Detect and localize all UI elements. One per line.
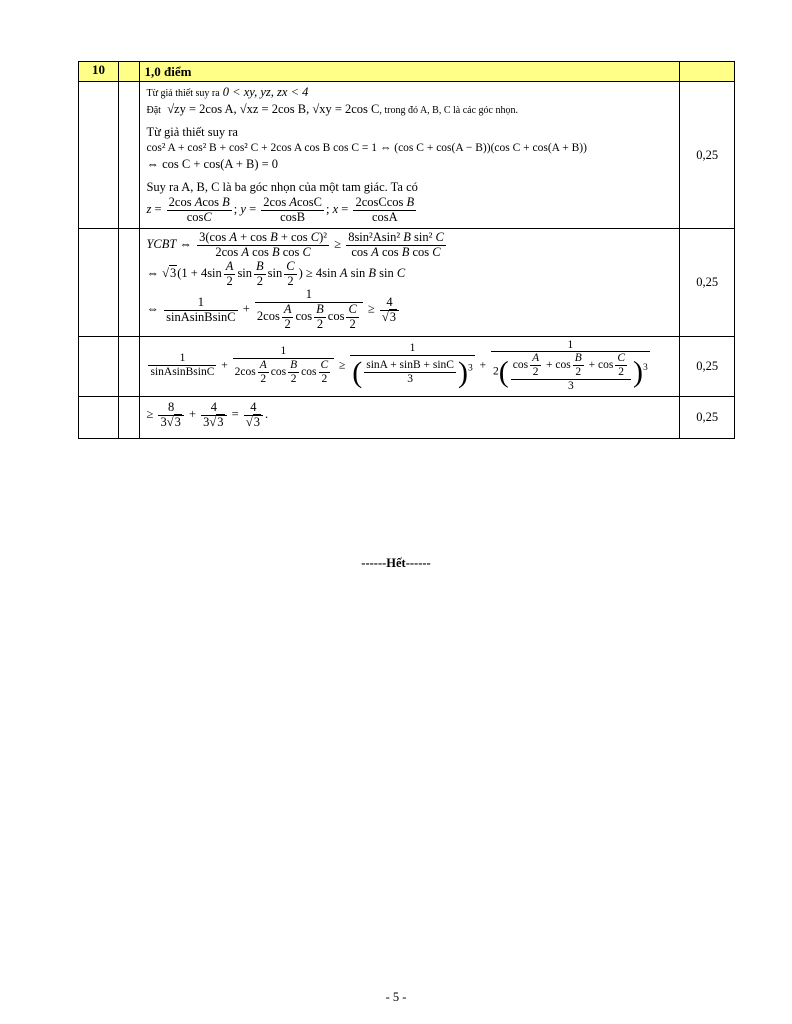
p1-line1-math: 0 < xy, yz, zx < 4: [222, 85, 309, 99]
solution-table: [78, 61, 735, 439]
p1-formula-xyz: z = $\frac{\text{2cos Acos B}}{\cos C}$ ; y = $\frac{\text{2cos AcosC}}{\cos B}$ ; x = $\frac{\text{2cosCcos B}}{\cos A}$: [146, 194, 415, 224]
part-3-score: 0,25: [680, 336, 735, 397]
part-row-2: [79, 229, 735, 336]
p1-line3-text: Từ giả thiết suy ra: [146, 124, 238, 139]
p3-line1: $\frac{1}{\text{sinAsinBsinC}}$ + 1 2cos $\frac{A}{2}$ cos $\frac{B}{2}$ cos $\frac{C}{2}$ ≥ 1 ( $\frac{\sin A + \sin B + \sin C}{3}$ )$^3$ + 1 2( cos $\frac{A}{2}$ + cos $\frac{B}{2}$ + cos $\frac{C}{2}$ 3 )$^3$: [150, 338, 648, 392]
part-1-score: 0,25: [680, 82, 735, 229]
empty-cell: [119, 62, 140, 82]
part-4-content: [140, 397, 680, 439]
part-4-score: 0,25: [680, 397, 735, 439]
points-cell: [140, 62, 680, 82]
p1-line6-text: Suy ra A, B, C là ba góc nhọn của một tam giác. Ta có: [146, 180, 418, 195]
p1-line1-text: Từ giả thiết suy ra: [146, 88, 220, 99]
part-2-score: 0,25: [680, 229, 735, 336]
part-1-content: [140, 82, 680, 229]
question-number: 10: [79, 62, 119, 82]
p2-line3: ⇔ $\frac{1}{\text{sinAsinBsinC}}$ + 1 2cos $\frac{A}{2}$ cos $\frac{B}{2}$ cos $\frac{C}{2}$ ≥ $\frac{4}{√3}$: [146, 288, 679, 331]
p4-line1: ≥ $\frac{8}{3√3}$ + $\frac{4}{3√3}$ = $\frac{4}{√3}$ .: [146, 400, 269, 429]
part-row-4: [79, 397, 735, 439]
header-row: [79, 62, 735, 82]
part-3-content: [140, 336, 680, 397]
empty-score-cell: [680, 62, 735, 82]
p1-line5-math: ⇔ cos C + cos(A + B) = 0: [146, 157, 279, 172]
part-2-content: [140, 229, 680, 336]
part-row-1: [79, 82, 735, 229]
points-label: 1,0 điểm: [144, 64, 192, 79]
p1-line2-math: √zy = 2cos A, √xz = 2cos B, √xy = 2cos C: [167, 101, 380, 116]
end-marker: ------Hết------: [361, 556, 431, 570]
p2-line2: ⇔ √3(1 + 4sin $\frac{A}{2}$ sin $\frac{B}{2}$ sin $\frac{C}{2}$ ) ≥ 4sin A sin B sin C: [146, 258, 406, 288]
p1-line4-math: cos² A + cos² B + cos² C + 2cos A cos B cos C = 1 ⇔ (cos C + cos(A − B))(cos C + cos(A + B)): [146, 141, 587, 154]
p1-line2-text: Đặt: [146, 104, 161, 116]
p2-line1: YCBT ⇔ $\frac{\text{3(cos A + cos B + cos C)²}}{\text{2cos A cos B cos C}}$ ≥ $\frac{\text{8sin²Asin² B sin² C}}{\text{cos A cos B cos C}}$: [146, 230, 444, 260]
p1-line2-tail: , trong đó A, B, C là các góc nhọn.: [379, 104, 518, 116]
page-number: - 5 -: [385, 990, 407, 1004]
part-row-3: [79, 336, 735, 397]
